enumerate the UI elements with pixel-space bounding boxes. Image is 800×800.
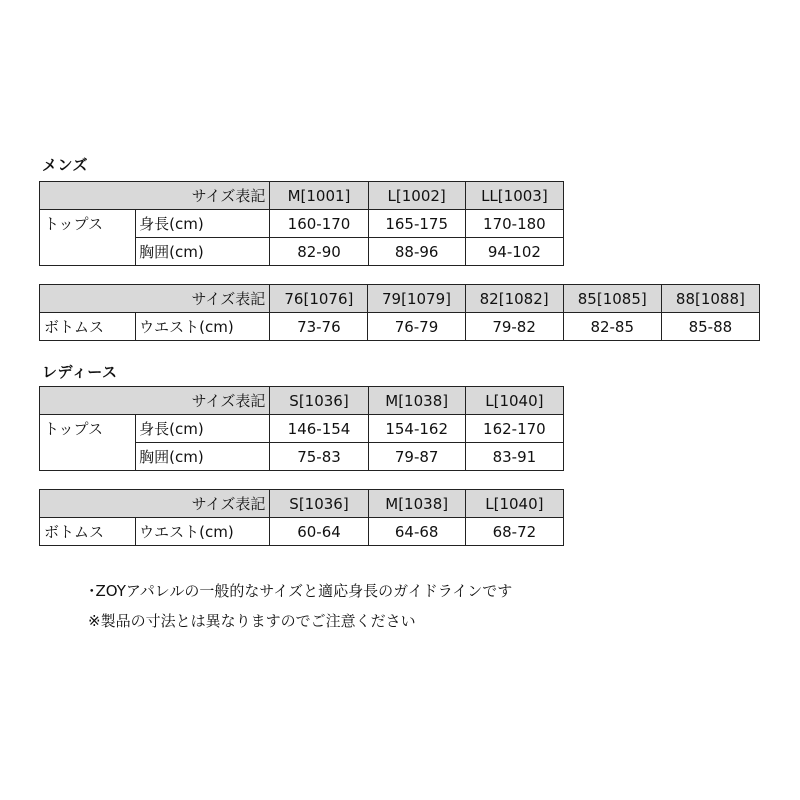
table-header-row (40, 387, 564, 415)
size-header: S[1036] (270, 387, 368, 415)
size-header: M[1001] (270, 182, 368, 210)
category-cell: ボトムス (40, 313, 136, 341)
size-header: 76[1076] (270, 285, 368, 313)
value-cell: 82-90 (270, 238, 368, 266)
value-cell: 73-76 (270, 313, 368, 341)
table-header-row (40, 182, 564, 210)
size-header: 79[1079] (368, 285, 465, 313)
size-header: S[1036] (270, 490, 368, 518)
category-cell: ボトムス (40, 518, 136, 546)
value-cell: 85-88 (661, 313, 759, 341)
value-cell: 154-162 (368, 415, 465, 443)
size-header: M[1038] (368, 490, 465, 518)
mens-bottoms-table (39, 284, 760, 341)
size-header: 85[1085] (563, 285, 661, 313)
table-row (40, 518, 564, 546)
table-row (40, 210, 564, 238)
measure-label: 胸囲(cm) (136, 238, 270, 266)
category-cell: トップス (40, 210, 136, 266)
size-label-header: サイズ表記 (40, 490, 270, 518)
value-cell: 94-102 (465, 238, 563, 266)
value-cell: 79-87 (368, 443, 465, 471)
value-cell: 76-79 (368, 313, 465, 341)
value-cell: 88-96 (368, 238, 465, 266)
size-header: M[1038] (368, 387, 465, 415)
size-label-header: サイズ表記 (40, 387, 270, 415)
size-header: L[1040] (465, 387, 563, 415)
mens-tops-table (39, 181, 564, 266)
size-header: LL[1003] (465, 182, 563, 210)
mens-heading: メンズ (42, 156, 89, 174)
size-header: L[1040] (465, 490, 563, 518)
value-cell: 162-170 (465, 415, 563, 443)
value-cell: 146-154 (270, 415, 368, 443)
size-header: L[1002] (368, 182, 465, 210)
value-cell: 160-170 (270, 210, 368, 238)
ladies-bottoms-table (39, 489, 564, 546)
table-header-row (40, 285, 760, 313)
category-cell: トップス (40, 415, 136, 471)
guideline-note: ･ZOYアパレルの一般的なサイズと適応身長のガイドラインです (88, 582, 513, 600)
measure-label: ウエスト(cm) (136, 518, 270, 546)
table-row (40, 415, 564, 443)
value-cell: 83-91 (465, 443, 563, 471)
table-row (40, 313, 760, 341)
value-cell: 82-85 (563, 313, 661, 341)
value-cell: 165-175 (368, 210, 465, 238)
value-cell: 75-83 (270, 443, 368, 471)
size-label-header: サイズ表記 (40, 182, 270, 210)
value-cell: 79-82 (465, 313, 563, 341)
size-header: 88[1088] (661, 285, 759, 313)
caution-note: ※製品の寸法とは異なりますのでご注意ください (88, 612, 416, 630)
size-label-header: サイズ表記 (40, 285, 270, 313)
measure-label: 身長(cm) (136, 210, 270, 238)
table-header-row (40, 490, 564, 518)
ladies-heading: レディース (42, 363, 118, 381)
measure-label: 胸囲(cm) (136, 443, 270, 471)
measure-label: ウエスト(cm) (136, 313, 270, 341)
value-cell: 170-180 (465, 210, 563, 238)
value-cell: 60-64 (270, 518, 368, 546)
size-header: 82[1082] (465, 285, 563, 313)
value-cell: 64-68 (368, 518, 465, 546)
value-cell: 68-72 (465, 518, 563, 546)
ladies-tops-table (39, 386, 564, 471)
measure-label: 身長(cm) (136, 415, 270, 443)
